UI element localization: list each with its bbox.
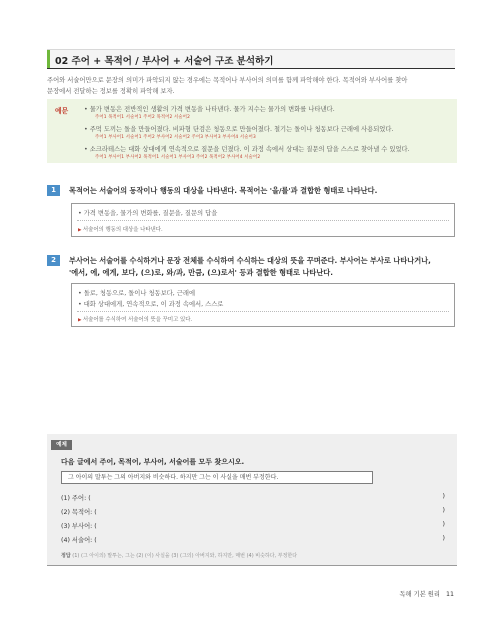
- answer-blank-subject-label: (1) 주어: (: [61, 495, 91, 502]
- point-2-note: ▶ 서술어를 수식하여 서술어의 뜻을 꾸미고 있다.: [78, 315, 192, 323]
- answer-blank-object-label: (2) 목적어: (: [61, 509, 97, 516]
- exercise-given-passage: 그 아이의 말투는 그의 아버지와 비슷하다. 하지만 그는 이 사실을 매번 부정한다.: [61, 471, 373, 484]
- intro-line-1: 주어와 서술어만으로 문장의 의미가 파악되지 않는 경우에는 목적어나 부사어의 의미를 함께 파악해야 한다. 목적어와 부사어를 찾아: [47, 77, 408, 84]
- point-1: [47, 185, 457, 197]
- exercise-answer-text: (1) (그 아이의) 말투는, 그는 (2) (이) 사실을 (3) (그의) 아버지와, 하지만, 매번 (4) 비슷하다, 부정한다: [72, 553, 298, 559]
- exercise-answer-label: 정답: [61, 553, 71, 559]
- exercise-question: 다음 글에서 주어, 목적어, 부사어, 서술어를 모두 찾으시오.: [61, 458, 245, 466]
- example-sentence-1: • 물가 변동은 전반적인 생활의 가격 변동을 나타낸다. 물가 지수는 물가의 변화를 나타낸다.: [84, 106, 335, 113]
- exercise-box: [47, 434, 457, 566]
- point-1-heading: 목적어는 서술어의 동작이나 행동의 대상을 나타낸다. 목적어는 '을/를'과 결합한 형태로 나타난다.: [69, 186, 378, 195]
- example-annotation-1: 주어1 목적어1 서술어1 주어2 목적어2 서술어2: [95, 115, 191, 120]
- point-2-number-badge: 2: [47, 255, 60, 266]
- section-accent-bar: [47, 50, 50, 68]
- answer-blank-adverbial[interactable]: [61, 521, 445, 530]
- example-label: 예문: [55, 107, 69, 115]
- example-annotation-2: 주어1 부사어1 서술어1 주어2 부사어2 서술어2 주어3 부사어3 부사어4 서술어3: [95, 135, 256, 140]
- answer-blank-adverbial-label: (3) 부사어: (: [61, 523, 97, 530]
- point-1-number-badge: 1: [47, 185, 60, 196]
- point-1-note: ▶ 서술어의 행동의 대상을 나타낸다.: [78, 225, 163, 233]
- point-1-examples: • 가격 변동을, 물가의 변화를, 질문을, 질문의 답을: [78, 210, 218, 217]
- point-2-examples-2: • 대화 상대에게, 연속적으로, 이 과정 속에서, 스스로: [78, 301, 224, 308]
- point-1-box: [71, 203, 455, 237]
- example-sentence-3: • 소크라테스는 대화 상대에게 연속적으로 질문을 던졌다. 이 과정 속에서 상대는 질문의 답을 스스로 찾아낼 수 있었다.: [84, 146, 410, 153]
- answer-blank-object[interactable]: [61, 507, 445, 516]
- point-1-divider: [77, 220, 449, 221]
- point-2: [47, 255, 457, 279]
- answer-blank-predicate-label: (4) 서술어: (: [61, 537, 97, 544]
- section-header: [47, 49, 455, 69]
- answer-blank-subject[interactable]: [61, 493, 445, 502]
- example-sentence-2: • 주먹 도끼는 돌을 만들어졌다. 비파형 단검은 청동으로 만들어졌다. 철기는 돌이나 청동보다 근래에 사용되었다.: [84, 126, 394, 133]
- page-number: 11: [445, 591, 454, 598]
- page-footer: [399, 589, 454, 598]
- point-2-examples-1: • 돌로, 청동으로, 돌이나 청동보다, 근래에: [78, 290, 196, 297]
- point-2-divider: [77, 311, 449, 312]
- example-annotation-3: 주어1 부사어1 부사어2 목적어1 서술어1 부사어3 주어2 목적어2 부사어4 서술어2: [95, 155, 261, 160]
- point-2-heading-line-1: 부사어는 서술어를 수식하거나 문장 전체를 수식하여 수식하는 대상의 뜻을 꾸며준다. 부사어는 부사로 나타나거나,: [69, 256, 431, 265]
- example-box: [47, 99, 457, 163]
- intro-paragraph: [47, 75, 457, 97]
- section-title: 02 주어 + 목적어 / 부사어 + 서술어 구조 분석하기: [55, 56, 274, 67]
- answer-blank-predicate-close: ): [442, 535, 445, 542]
- answer-blank-adverbial-close: ): [442, 521, 445, 528]
- exercise-answer: [61, 552, 297, 559]
- answer-blank-object-close: ): [442, 507, 445, 514]
- intro-line-2: 문장에서 전달하는 정보를 정확히 파악해 보자.: [47, 88, 175, 95]
- exercise-badge: 예제: [51, 440, 72, 450]
- point-2-heading-line-2: '에서, 에, 에게, 보다, (으)로, 와/과, 만큼, (으)로서' 등과 결합한 형태로 나타난다.: [69, 268, 333, 277]
- point-2-box: [71, 283, 455, 327]
- footer-book-title: 독해 기본 원리: [399, 591, 440, 598]
- answer-blank-subject-close: ): [442, 493, 445, 500]
- answer-blank-predicate[interactable]: [61, 535, 445, 544]
